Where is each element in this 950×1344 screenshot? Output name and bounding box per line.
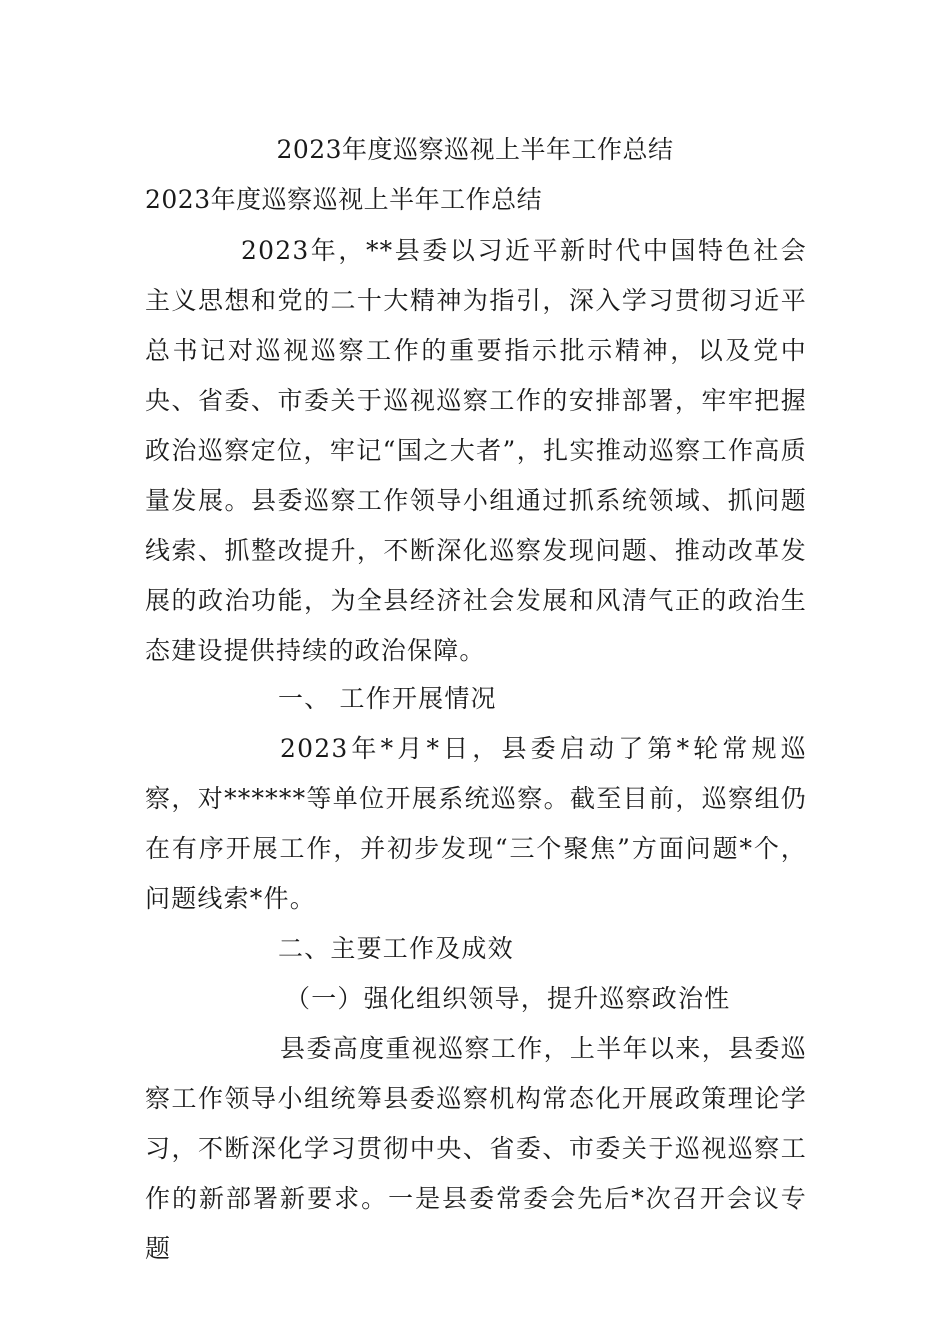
- section-heading-work-progress: 一、 工作开展情况: [278, 684, 497, 713]
- intro-paragraph: 2023年，**县委以习近平新时代中国特色社会主义思想和党的二十大精神为指引，深入学习贯彻习近平总书记对巡视巡察工作的重要指示批示精神，以及党中央、省委、市委关于巡视巡察工作的安排部署，牢牢把握政治巡察定位，牢记“国之大者”，扎实推动巡察工作高质量发展。县委巡察工作领导小组通过抓系统领域、抓问题线索、抓整改提升，不断深化巡察发现问题、推动改革发展的政治功能，为全县经济社会发展和风清气正的政治生态建设提供持续的政治保障。: [145, 236, 807, 665]
- section-heading-main-work: 二、主要工作及成效: [278, 934, 514, 963]
- subsection-heading-leadership: （一）强化组织领导，提升巡察政治性: [285, 984, 731, 1013]
- document-title: 2023年度巡察巡视上半年工作总结: [276, 135, 674, 164]
- leadership-paragraph: 县委高度重视巡察工作，上半年以来，县委巡察工作领导小组统筹县委巡察机构常态化开展政策理论学习，不断深化学习贯彻中央、省委、市委关于巡视巡察工作的新部署新要求。一是县委常委会先后*次召开会议专题: [145, 1034, 807, 1263]
- work-progress-paragraph: 2023年*月*日，县委启动了第*轮常规巡察，对******等单位开展系统巡察。截至目前，巡察组仍在有序开展工作，并初步发现“三个聚焦”方面问题*个，问题线索*件。: [145, 734, 807, 913]
- document-subtitle: 2023年度巡察巡视上半年工作总结: [145, 185, 543, 214]
